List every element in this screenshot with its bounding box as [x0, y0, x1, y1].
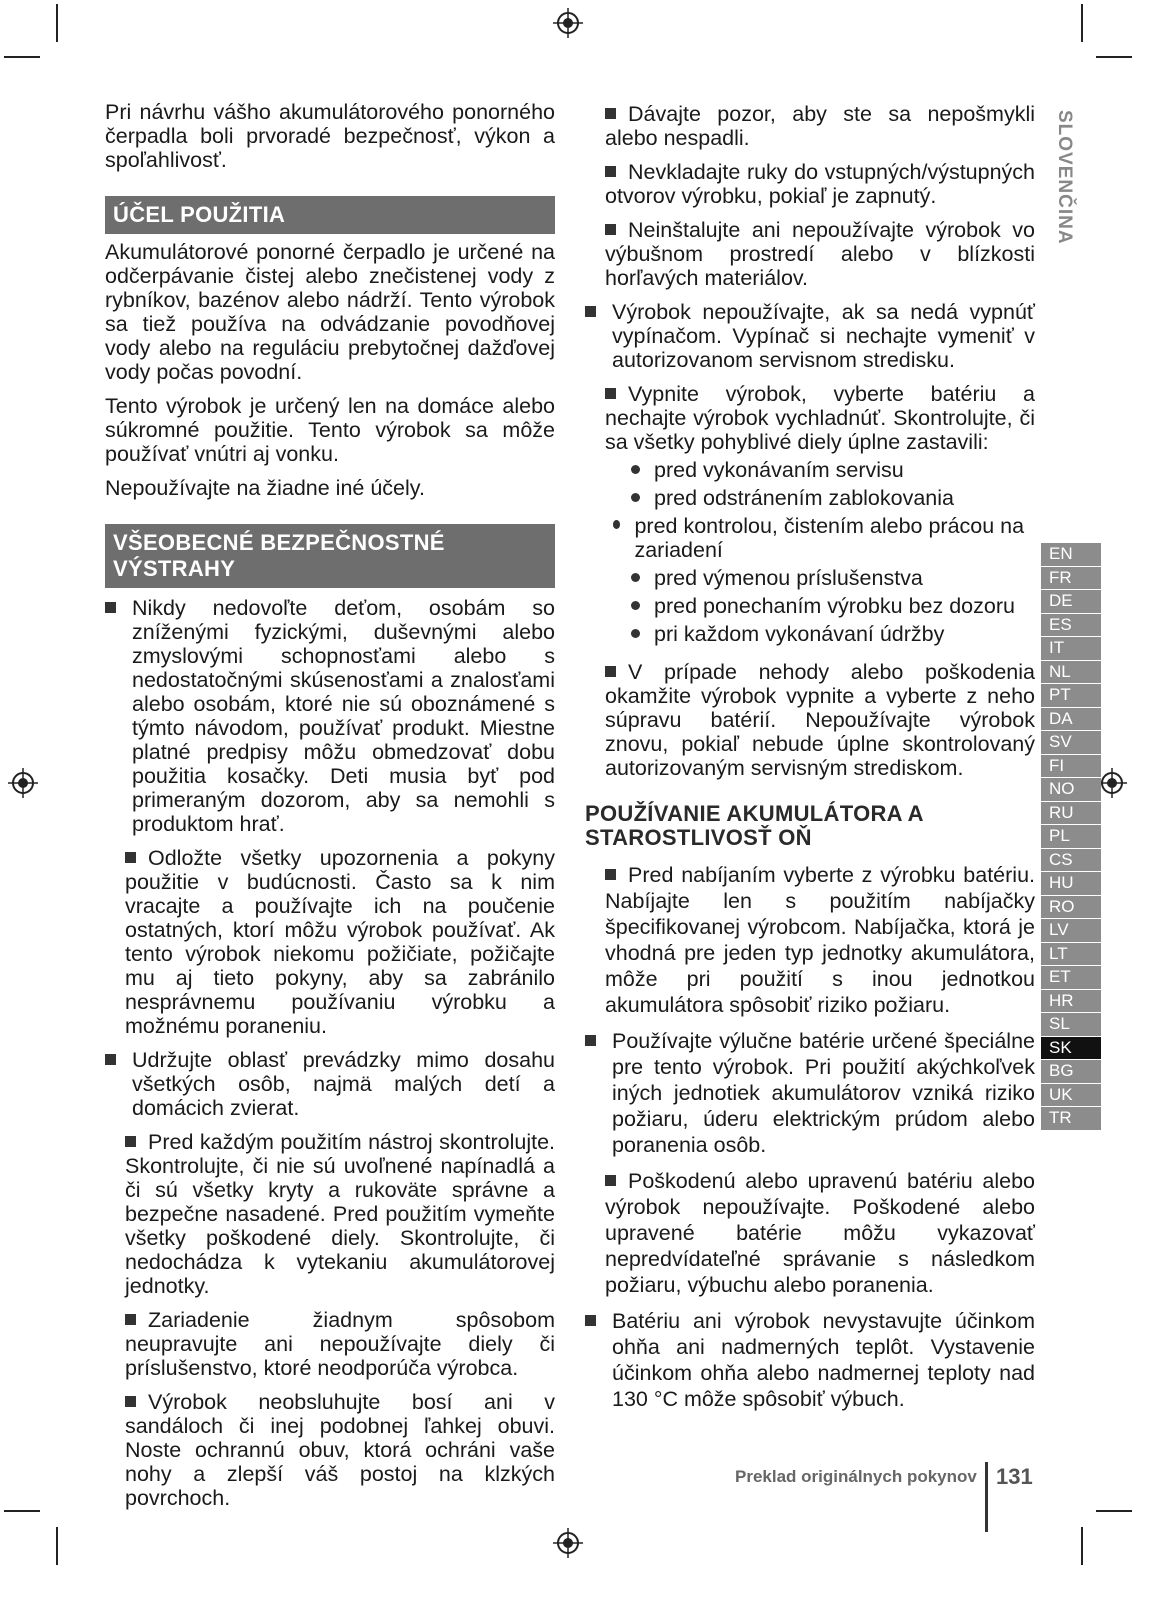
round-bullet-icon [613, 520, 620, 529]
list-item: pred odstránením zablokovania [631, 486, 1035, 510]
list-item: Nevkladajte ruky do vstupných/výstupných otvorov výrobku, pokiaľ je zapnutý. [605, 160, 1035, 208]
list-item: Vypnite výrobok, vyberte batériu a nechajte výrobok vychladnúť. Skontrolujte, či sa všetky pohyblivé diely úplne zastavili: [605, 382, 1035, 454]
square-bullet-icon [585, 300, 608, 372]
list-item: Používajte výlučne batérie určené špeciálne pre tento výrobok. Pri použití akýchkoľvek iných jednotiek akumulátorov vzniká riziko požiaru, úderu elektrickým prúdom alebo poranenia osôb. [585, 1028, 1035, 1158]
list-item: Poškodenú alebo upravenú batériu alebo výrobok nepoužívajte. Poškodené alebo upravené batérie môžu vykazovať nepredvídateľné správanie s následkom požiaru, výbuchu alebo poranenia. [605, 1169, 1035, 1297]
list-item: pred výmenou príslušenstva [631, 566, 1035, 590]
language-tab-es: ES [1041, 614, 1101, 638]
right-column [585, 102, 1035, 1412]
crop-mark [1096, 56, 1132, 58]
language-tab-sl: SL [1041, 1013, 1101, 1037]
left-column [105, 100, 555, 1510]
list-item: pred kontrolou, čistením alebo prácou na zariadení [613, 514, 1035, 562]
list-item: Dávajte pozor, aby ste sa nepošmykli alebo nespadli. [605, 102, 1035, 150]
square-bullet-icon [605, 166, 616, 177]
round-bullet-icon [631, 573, 640, 582]
list-item: Odložte všetky upozornenia a pokyny použitie v budúcnosti. Často sa k nim vracajte a používajte ich na poučenie ostatných, ktorí môžu výrobok používať. Ak tento výrobok niekomu požičiate, požičajte mu aj tieto pokyny, aby sa zabránilo nesprávnemu používaniu výrobku a možnému poraneniu. [125, 846, 555, 1038]
square-bullet-icon [605, 666, 616, 677]
square-bullet-icon [605, 1175, 616, 1186]
list-item: Batériu ani výrobok nevystavujte účinkom ohňa ani nadmerných teplôt. Vystavenie účinkom ohňa alebo nadmernej teploty nad 130 °C môže spôsobiť výbuch. [585, 1308, 1035, 1412]
list-item: Výrobok nepoužívajte, ak sa nedá vypnúť vypínačom. Vypínač si nechajte vymeniť v autorizovanom servisnom stredisku. [585, 300, 1035, 372]
language-tab-ro: RO [1041, 896, 1101, 920]
square-bullet-icon [125, 1396, 136, 1407]
list-item: pred vykonávaním servisu [631, 458, 1035, 482]
crop-mark [56, 1527, 58, 1565]
section-language-label: SLOVENČINA [1054, 110, 1075, 245]
language-tab-et: ET [1041, 966, 1101, 990]
registration-mark-icon [553, 8, 583, 38]
language-tab-lt: LT [1041, 943, 1101, 967]
page-number: 131 [996, 1464, 1033, 1489]
crop-mark [1081, 1527, 1083, 1565]
section-heading-safety: VŠEOBECNÉ BEZPEČNOSTNÉ VÝSTRAHY [105, 524, 555, 588]
list-item: Udržujte oblasť prevádzky mimo dosahu všetkých osôb, najmä malých detí a domácich zvierat. [105, 1048, 555, 1120]
round-bullet-icon [631, 629, 640, 638]
list-item: Pred každým použitím nástroj skontrolujte. Skontrolujte, či nie sú uvoľnené napínadlá a či sú všetky kryty a rukoväte správne a bezpečne nasadené. Pred použitím vymeňte všetky poškodené diely. Skontrolujte, či nedochádza k vytekaniu akumulátorovej jednotky. [125, 1130, 555, 1298]
language-tab-nl: NL [1041, 661, 1101, 685]
footer-divider [985, 1462, 988, 1532]
round-bullet-icon [631, 465, 640, 474]
language-tab-tr: TR [1041, 1107, 1101, 1131]
language-tab-bg: BG [1041, 1060, 1101, 1084]
language-tab-sv: SV [1041, 731, 1101, 755]
list-item: pri každom vykonávaní údržby [631, 622, 1035, 646]
crop-mark [56, 4, 58, 42]
list-item: pred ponechaním výrobku bez dozoru [631, 594, 1035, 618]
language-tab-en: EN [1041, 543, 1101, 567]
square-bullet-icon [585, 1308, 608, 1412]
usage-paragraph: Nepoužívajte na žiadne iné účely. [105, 476, 425, 500]
language-tab-cs: CS [1041, 849, 1101, 873]
square-bullet-icon [605, 108, 616, 119]
intro-paragraph: Pri návrhu vášho akumulátorového ponorného čerpadla boli prvoradé bezpečnosť, výkon a spoľahlivosť. [105, 100, 555, 172]
crop-mark [4, 56, 40, 58]
crop-mark [1081, 4, 1083, 42]
language-tab-it: IT [1041, 637, 1101, 661]
list-item: V prípade nehody alebo poškodenia okamžite výrobok vypnite a vyberte z neho súpravu batérií. Nepoužívajte výrobok znovu, pokiaľ nebude úplne skontrolovaný autorizovaným servisným strediskom. [605, 660, 1035, 780]
language-tab-pl: PL [1041, 825, 1101, 849]
language-tab-da: DA [1041, 708, 1101, 732]
round-bullet-icon [631, 601, 640, 610]
list-item: Nikdy nedovoľte deťom, osobám so zníženými fyzickými, duševnými alebo zmyslovými schopnosťami alebo s nedostatočnými skúsenosťami a znalosťami alebo osobám, ktoré nie sú oboznámené s týmto návodom, používať produkt. Miestne platné predpisy môžu obmedzovať dobu použitia kosačky. Deti musia byť pod primeraným dozorom, aby sa nemohli s produktom hrať. [105, 596, 555, 836]
square-bullet-icon [125, 1136, 136, 1147]
footer-text: Preklad originálnych pokynov [735, 1467, 977, 1486]
registration-mark-icon [8, 768, 38, 798]
section-heading-battery: POUŽÍVANIE AKUMULÁTORA A STAROSTLIVOSŤ OŇ [585, 801, 924, 850]
square-bullet-icon [585, 1028, 608, 1158]
square-bullet-icon [105, 596, 128, 836]
language-tab-fi: FI [1041, 755, 1101, 779]
usage-paragraph: Tento výrobok je určený len na domáce alebo súkromné použitie. Tento výrobok sa môže používať vnútri aj vonku. [105, 394, 555, 466]
usage-paragraph: Akumulátorové ponorné čerpadlo je určené na odčerpávanie čistej alebo znečistenej vody z rybníkov, bazénov alebo nádrží. Tento výrobok sa tiež používa na odvádzanie povodňovej vody alebo na reguláciu prebytočnej dažďovej vody počas povodní. [105, 240, 555, 384]
list-item: Zariadenie žiadnym spôsobom neupravujte ani nepoužívajte diely či príslušenstvo, ktoré neodporúča výrobca. [125, 1308, 555, 1380]
square-bullet-icon [125, 1314, 136, 1325]
crop-mark [4, 1510, 40, 1512]
language-tab-hr: HR [1041, 990, 1101, 1014]
language-tab-hu: HU [1041, 872, 1101, 896]
square-bullet-icon [125, 852, 136, 863]
language-tab-no: NO [1041, 778, 1101, 802]
list-item: Neinštalujte ani nepoužívajte výrobok vo výbušnom prostredí alebo v blízkosti horľavých materiálov. [605, 218, 1035, 290]
language-tab-lv: LV [1041, 919, 1101, 943]
language-tab-ru: RU [1041, 802, 1101, 826]
language-tab-pt: PT [1041, 684, 1101, 708]
square-bullet-icon [605, 224, 616, 235]
language-tab-uk: UK [1041, 1084, 1101, 1108]
language-tabs [1041, 543, 1101, 1131]
registration-mark-icon [553, 1528, 583, 1558]
square-bullet-icon [605, 869, 616, 880]
square-bullet-icon [605, 388, 616, 399]
registration-mark-icon [1097, 768, 1127, 798]
list-item: Pred nabíjaním vyberte z výrobku batériu. Nabíjajte len s použitím nabíjačky špecifikovanej výrobcom. Nabíjačka, ktorá je vhodná pre jeden typ jednotky akumulátora, môže pri použití s inou jednotkou akumulátora spôsobiť riziko požiaru. [605, 863, 1035, 1017]
crop-mark [1096, 1510, 1132, 1512]
language-tab-sk: SK [1041, 1037, 1101, 1061]
round-bullet-icon [631, 493, 640, 502]
language-tab-fr: FR [1041, 567, 1101, 591]
bullet-list [585, 458, 1035, 646]
language-tab-de: DE [1041, 590, 1101, 614]
square-bullet-icon [105, 1048, 128, 1120]
list-item: Výrobok neobsluhujte bosí ani v sandáloch či inej podobnej ľahkej obuvi. Noste ochrannú obuv, ktorá ochráni vaše nohy a zlepší váš postoj na klzkých povrchoch. [125, 1390, 555, 1510]
section-heading-usage: ÚČEL POUŽITIA [105, 196, 555, 234]
